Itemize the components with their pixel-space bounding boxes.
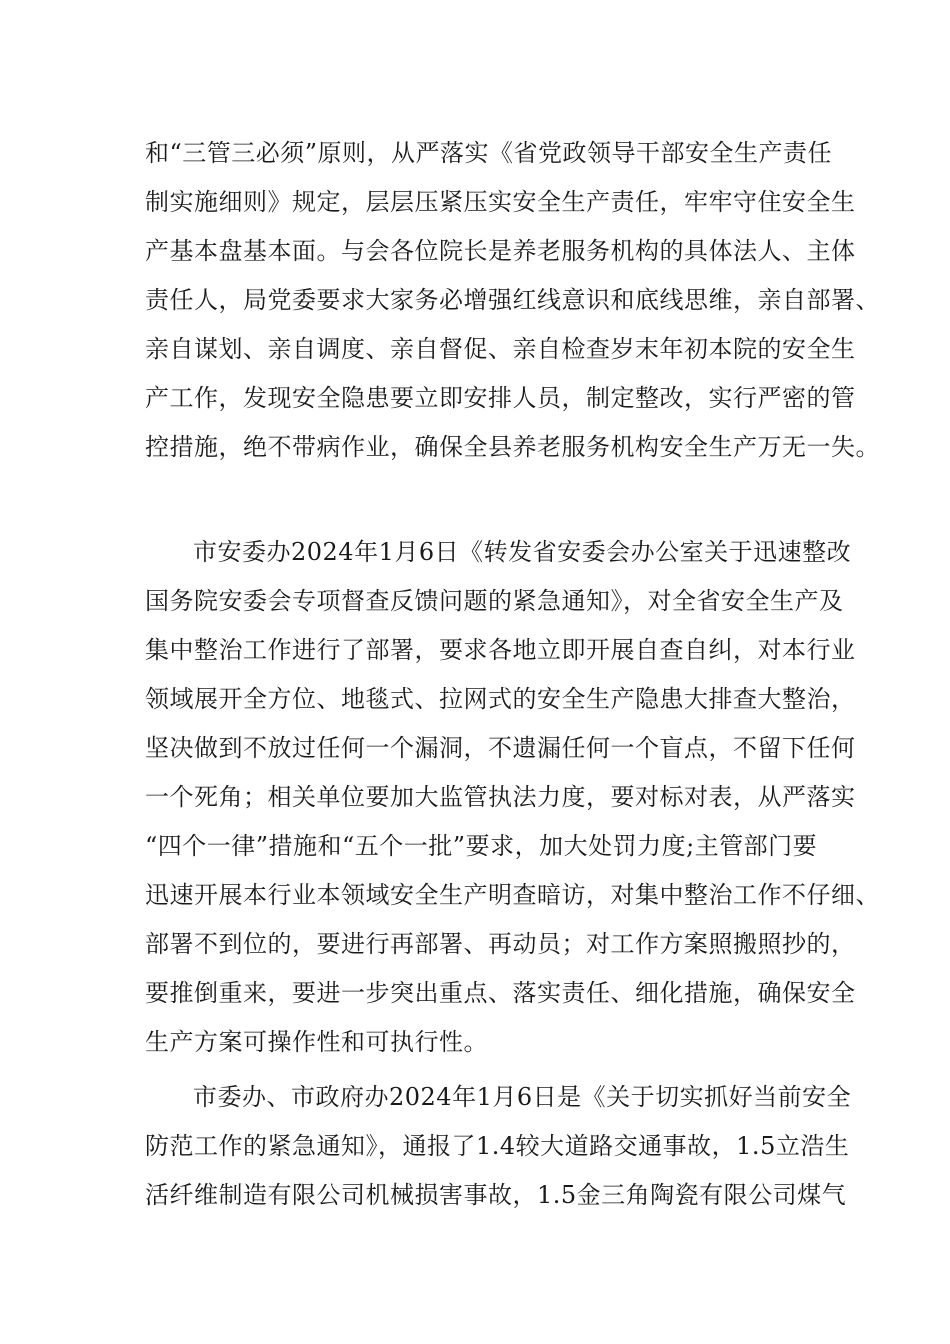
paragraph-line: 一个死角；相关单位要加大监管执法力度，要对标对表，从严落实	[145, 783, 856, 811]
paragraph-line: 市委办、市政府办2024年1月6日是《关于切实抓好当前安全	[193, 1083, 852, 1111]
paragraph-line: 市安委办2024年1月6日《转发省安委会办公室关于迅速整改	[193, 538, 852, 566]
paragraph-line: 产工作，发现安全隐患要立即安排人员，制定整改，实行严密的管	[145, 384, 856, 412]
paragraph-line: 控措施，绝不带病作业，确保全县养老服务机构安全生产万无一失。	[145, 433, 880, 461]
paragraph-line: 坚决做到不放过任何一个漏洞，不遗漏任何一个盲点，不留下任何	[145, 734, 856, 762]
paragraph-line: 领域展开全方位、地毯式、拉网式的安全生产隐患大排查大整治，	[145, 685, 856, 713]
paragraph-line: 要推倒重来，要进一步突出重点、落实责任、细化措施，确保安全	[145, 979, 856, 1007]
paragraph-line: 国务院安委会专项督查反馈问题的紧急通知》，对全省安全生产及	[145, 587, 844, 615]
paragraph-line: 产基本盘基本面。与会各位院长是养老服务机构的具体法人、主体	[145, 237, 856, 265]
paragraph-line: 责任人，局党委要求大家务必增强红线意识和底线思维，亲自部署、	[145, 286, 880, 314]
paragraph-line: “四个一律”措施和“五个一批”要求，加大处罚力度;主管部门要	[145, 832, 818, 860]
paragraph-line: 防范工作的紧急通知》，通报了1.4较大道路交通事故，1.5立浩生	[145, 1132, 850, 1160]
paragraph-line: 制实施细则》规定，层层压紧压实安全生产责任，牢牢守住安全生	[145, 188, 856, 216]
paragraph-line: 部署不到位的，要进行再部署、再动员；对工作方案照搬照抄的，	[145, 930, 856, 958]
paragraph-line: 集中整治工作进行了部署，要求各地立即开展自查自纠，对本行业	[145, 636, 856, 664]
paragraph-line: 和“三管三必须”原则，从严落实《省党政领导干部安全生产责任	[145, 139, 833, 167]
paragraph-line: 迅速开展本行业本领域安全生产明查暗访，对集中整治工作不仔细、	[145, 881, 880, 909]
paragraph-line: 亲自谋划、亲自调度、亲自督促、亲自检查岁末年初本院的安全生	[145, 335, 856, 363]
paragraph-line: 生产方案可操作性和可执行性。	[145, 1028, 488, 1056]
paragraph-line: 活纤维制造有限公司机械损害事故，1.5金三角陶瓷有限公司煤气	[145, 1181, 847, 1209]
